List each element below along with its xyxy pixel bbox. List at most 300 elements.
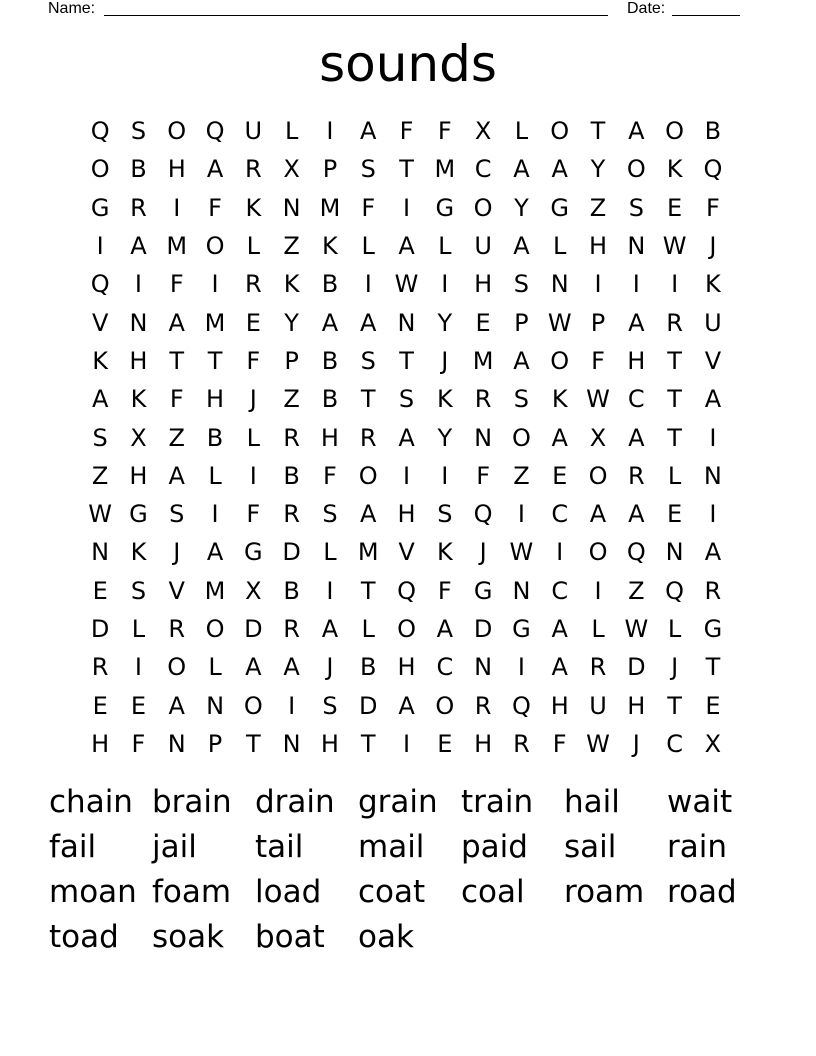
grid-letter: A: [436, 615, 454, 643]
grid-letter: F: [169, 270, 184, 299]
grid-letter: O: [550, 117, 570, 146]
grid-letter: H: [206, 385, 225, 414]
grid-letter: Y: [437, 423, 453, 452]
word-list-item: grain: [358, 784, 438, 820]
grid-letter: S: [513, 385, 530, 414]
grid-letter: H: [588, 232, 608, 261]
grid-letter: S: [513, 270, 530, 299]
grid-letter: X: [589, 423, 607, 452]
grid-letter: P: [590, 308, 606, 337]
grid-letter: H: [129, 346, 148, 375]
grid-letter: Q: [665, 576, 685, 605]
grid-letter: O: [205, 615, 225, 643]
grid-letter: B: [321, 385, 339, 414]
grid-letter: S: [360, 346, 376, 375]
grid-letter: H: [320, 423, 339, 452]
grid-letter: E: [245, 308, 261, 337]
grid-letter: E: [437, 729, 453, 758]
grid-letter: N: [474, 423, 493, 452]
word-list-item: jail: [152, 829, 197, 865]
grid-letter: A: [704, 538, 722, 567]
grid-letter: W: [586, 385, 610, 414]
grid-letter: L: [131, 615, 146, 643]
grid-letter: M: [166, 232, 188, 261]
word-list-item: coal: [461, 874, 525, 910]
grid-letter: R: [130, 193, 147, 222]
grid-letter: Z: [91, 461, 109, 490]
grid-letter: A: [398, 691, 415, 720]
grid-letter: E: [667, 193, 683, 222]
grid-letter: G: [90, 193, 110, 222]
grid-letter: T: [705, 653, 721, 682]
grid-letter: D: [244, 615, 263, 643]
grid-letter: S: [169, 500, 185, 529]
grid-letter: A: [245, 653, 262, 682]
grid-letter: S: [360, 155, 376, 184]
grid-letter: H: [474, 270, 493, 299]
grid-letter: F: [437, 117, 452, 146]
grid-letter: S: [322, 691, 338, 720]
grid-letter: M: [204, 576, 226, 605]
grid-letter: O: [90, 155, 110, 184]
grid-letter: G: [550, 193, 570, 222]
grid-letter: F: [323, 461, 337, 490]
grid-letter: C: [551, 500, 569, 529]
grid-letter: R: [474, 385, 492, 414]
grid-letter: S: [130, 117, 147, 146]
grid-letter: I: [326, 576, 334, 605]
grid-letter: N: [167, 729, 186, 758]
grid-letter: V: [704, 346, 722, 375]
grid-letter: R: [666, 308, 683, 337]
grid-letter: F: [361, 193, 376, 222]
grid-letter: A: [628, 117, 645, 146]
grid-letter: L: [208, 653, 222, 682]
grid-letter: I: [211, 500, 219, 529]
grid-letter: D: [90, 615, 110, 643]
grid-letter: Y: [590, 155, 606, 184]
grid-letter: Z: [283, 385, 300, 414]
grid-letter: F: [246, 500, 261, 529]
grid-letter: Y: [437, 308, 453, 337]
grid-letter: I: [173, 193, 181, 222]
grid-letter: E: [475, 308, 491, 337]
grid-letter: L: [553, 232, 567, 261]
grid-letter: O: [665, 117, 685, 146]
grid-letter: W: [394, 270, 419, 299]
grid-letter: Q: [511, 691, 531, 720]
grid-letter: R: [244, 155, 262, 184]
grid-letter: A: [513, 232, 530, 261]
grid-letter: P: [514, 308, 529, 337]
grid-letter: V: [91, 308, 109, 337]
grid-letter: A: [551, 615, 568, 643]
grid-letter: F: [552, 729, 567, 758]
grid-letter: F: [399, 117, 414, 146]
grid-letter: R: [283, 615, 300, 643]
grid-letter: T: [360, 576, 376, 605]
grid-letter: N: [665, 538, 684, 567]
grid-letter: N: [703, 461, 722, 490]
grid-letter: U: [474, 232, 492, 261]
grid-letter: A: [704, 385, 722, 414]
grid-letter: X: [130, 423, 147, 452]
grid-letter: I: [402, 729, 411, 758]
grid-letter: I: [709, 500, 717, 529]
grid-letter: E: [667, 500, 683, 529]
date-label: Date:: [627, 0, 666, 17]
word-list-item: paid: [461, 829, 528, 865]
grid-letter: I: [134, 653, 142, 682]
word-list-item: soak: [152, 919, 225, 955]
word-list-item: boat: [255, 919, 325, 955]
grid-letter: J: [709, 232, 717, 261]
grid-letter: V: [168, 576, 185, 605]
grid-letter: Q: [397, 576, 416, 605]
grid-letter: L: [667, 461, 682, 490]
word-list-item: rain: [667, 829, 728, 865]
grid-letter: D: [473, 615, 493, 643]
grid-letter: Q: [90, 270, 110, 299]
grid-letter: W: [662, 232, 687, 261]
grid-letter: H: [129, 461, 148, 490]
grid-letter: K: [130, 385, 147, 414]
grid-letter: I: [364, 270, 372, 299]
word-list-item: wait: [667, 784, 733, 820]
grid-letter: I: [96, 232, 104, 261]
grid-letter: I: [671, 270, 679, 299]
grid-letter: A: [628, 500, 645, 529]
grid-letter: J: [671, 653, 679, 682]
grid-letter: S: [628, 193, 644, 222]
grid-letter: F: [131, 729, 146, 758]
grid-letter: B: [130, 155, 147, 184]
grid-letter: H: [91, 729, 110, 758]
grid-letter: Q: [703, 155, 723, 184]
grid-letter: A: [398, 423, 415, 452]
grid-letter: C: [551, 576, 569, 605]
grid-letter: R: [283, 423, 300, 452]
grid-letter: P: [284, 346, 299, 375]
letter-grid: [81, 112, 732, 763]
grid-letter: P: [207, 729, 223, 758]
page-title: sounds: [319, 35, 497, 93]
grid-letter: G: [473, 576, 493, 605]
name-label: Name:: [48, 0, 96, 17]
grid-letter: R: [704, 576, 722, 605]
grid-letter: J: [326, 653, 334, 682]
grid-letter: J: [632, 729, 640, 758]
grid-letter: K: [666, 155, 683, 184]
grid-letter: I: [288, 691, 296, 720]
grid-letter: K: [245, 193, 262, 222]
word-list-item: roam: [564, 874, 645, 910]
grid-letter: F: [705, 193, 720, 222]
grid-letter: E: [705, 691, 721, 720]
grid-letter: A: [360, 308, 377, 337]
grid-letter: L: [438, 232, 452, 261]
grid-letter: O: [473, 193, 493, 222]
word-list-item: tail: [255, 829, 304, 865]
grid-letter: Z: [628, 576, 645, 605]
grid-letter: W: [88, 500, 113, 529]
grid-letter: A: [589, 500, 607, 529]
grid-letter: M: [357, 538, 379, 567]
grid-letter: O: [588, 461, 608, 490]
grid-letter: Q: [205, 117, 225, 146]
grid-letter: W: [624, 615, 649, 643]
grid-letter: I: [211, 270, 219, 299]
grid-letter: B: [206, 423, 224, 452]
grid-letter: H: [320, 729, 339, 758]
grid-letter: M: [319, 193, 341, 222]
grid-letter: T: [667, 423, 682, 452]
grid-letter: U: [244, 117, 263, 146]
grid-letter: T: [399, 155, 414, 184]
grid-letter: F: [476, 461, 491, 490]
grid-letter: X: [474, 117, 492, 146]
grid-letter: K: [130, 538, 147, 567]
grid-letter: H: [397, 653, 416, 682]
grid-letter: T: [207, 346, 223, 375]
grid-letter: K: [436, 538, 453, 567]
grid-letter: J: [479, 538, 487, 567]
grid-letter: Q: [473, 500, 493, 529]
grid-letter: L: [246, 423, 261, 452]
grid-letter: G: [244, 538, 263, 567]
grid-letter: Z: [589, 193, 607, 222]
grid-letter: H: [550, 691, 569, 720]
grid-letter: O: [626, 155, 646, 184]
grid-letter: P: [322, 155, 338, 184]
grid-letter: R: [627, 461, 645, 490]
grid-letter: O: [167, 117, 187, 146]
grid-letter: R: [474, 691, 492, 720]
grid-letter: C: [666, 729, 683, 758]
grid-letter: A: [168, 308, 185, 337]
grid-letter: U: [589, 691, 607, 720]
grid-letter: O: [511, 423, 531, 452]
word-list-item: toad: [49, 919, 119, 955]
word-list-item: oak: [358, 919, 414, 955]
grid-letter: I: [441, 461, 449, 490]
word-list-item: load: [255, 874, 322, 910]
grid-letter: K: [551, 385, 568, 414]
grid-letter: K: [283, 270, 300, 299]
grid-letter: C: [474, 155, 492, 184]
word-list: [49, 780, 770, 960]
grid-letter: L: [246, 232, 261, 261]
grid-letter: M: [434, 155, 456, 184]
grid-letter: A: [168, 691, 185, 720]
grid-letter: A: [283, 653, 300, 682]
grid-letter: O: [358, 461, 378, 490]
grid-letter: D: [282, 538, 301, 567]
grid-letter: A: [130, 232, 147, 261]
word-list-item: hail: [564, 784, 620, 820]
grid-letter: Y: [284, 308, 299, 337]
grid-letter: J: [441, 346, 449, 375]
grid-letter: T: [667, 385, 682, 414]
grid-letter: D: [358, 691, 378, 720]
grid-letter: B: [359, 653, 377, 682]
grid-letter: T: [360, 729, 376, 758]
grid-letter: J: [173, 538, 181, 567]
grid-letter: S: [437, 500, 453, 529]
grid-letter: R: [91, 653, 109, 682]
word-list-item: moan: [49, 874, 137, 910]
grid-letter: O: [435, 691, 455, 720]
grid-letter: I: [594, 576, 602, 605]
grid-letter: H: [397, 500, 416, 529]
grid-letter: N: [282, 193, 301, 222]
grid-letter: C: [436, 653, 454, 682]
grid-letter: N: [206, 691, 225, 720]
grid-letter: F: [169, 385, 184, 414]
grid-letter: I: [517, 653, 525, 682]
grid-letter: H: [167, 155, 186, 184]
grid-letter: O: [167, 653, 187, 682]
grid-letter: E: [92, 576, 108, 605]
grid-letter: N: [91, 538, 110, 567]
grid-letter: V: [398, 538, 415, 567]
word-list-item: mail: [358, 829, 425, 865]
grid-letter: A: [551, 423, 568, 452]
grid-letter: C: [627, 385, 645, 414]
grid-letter: B: [321, 346, 339, 375]
grid-letter: N: [474, 653, 493, 682]
date-blank-line: [672, 15, 740, 16]
grid-letter: M: [204, 308, 226, 337]
grid-letter: L: [361, 615, 375, 643]
grid-letter: F: [246, 346, 261, 375]
grid-letter: G: [435, 193, 455, 222]
grid-letter: A: [168, 461, 185, 490]
grid-letter: Z: [283, 232, 300, 261]
grid-letter: E: [552, 461, 568, 490]
grid-letter: M: [472, 346, 494, 375]
grid-letter: E: [92, 691, 108, 720]
grid-letter: N: [627, 232, 646, 261]
grid-letter: S: [398, 385, 415, 414]
grid-letter: L: [514, 117, 529, 146]
grid-letter: O: [243, 691, 263, 720]
word-list-item: train: [461, 784, 534, 820]
grid-letter: A: [360, 117, 377, 146]
grid-letter: T: [667, 346, 682, 375]
grid-letter: N: [550, 270, 569, 299]
grid-letter: N: [282, 729, 301, 758]
grid-letter: E: [130, 691, 147, 720]
grid-letter: L: [284, 117, 299, 146]
word-list-item: road: [667, 874, 737, 910]
grid-letter: I: [594, 270, 602, 299]
grid-letter: O: [588, 538, 608, 567]
grid-letter: W: [509, 538, 534, 567]
grid-letter: N: [512, 576, 531, 605]
grid-letter: A: [321, 308, 339, 337]
grid-letter: R: [283, 500, 300, 529]
grid-letter: Q: [90, 117, 110, 146]
grid-letter: X: [704, 729, 722, 758]
grid-letter: X: [245, 576, 262, 605]
grid-letter: I: [402, 193, 411, 222]
grid-letter: W: [586, 729, 610, 758]
grid-letter: R: [589, 653, 607, 682]
grid-letter: L: [361, 232, 375, 261]
grid-letter: R: [513, 729, 530, 758]
grid-letter: I: [709, 423, 717, 452]
grid-letter: S: [130, 576, 147, 605]
grid-letter: A: [398, 232, 415, 261]
grid-letter: G: [703, 615, 723, 643]
grid-letter: R: [244, 270, 262, 299]
grid-letter: J: [249, 385, 257, 414]
word-list-item: brain: [152, 784, 232, 820]
grid-letter: L: [323, 538, 337, 567]
grid-letter: G: [512, 615, 531, 643]
grid-letter: Q: [626, 538, 646, 567]
grid-letter: I: [402, 461, 411, 490]
grid-letter: T: [590, 117, 606, 146]
grid-letter: O: [397, 615, 416, 643]
grid-letter: T: [169, 346, 185, 375]
grid-letter: N: [129, 308, 148, 337]
grid-letter: B: [704, 117, 722, 146]
grid-letter: I: [632, 270, 640, 299]
grid-letter: A: [91, 385, 109, 414]
grid-letter: K: [436, 385, 453, 414]
grid-letter: O: [550, 346, 570, 375]
grid-letter: H: [474, 729, 493, 758]
grid-letter: S: [322, 500, 338, 529]
grid-letter: T: [667, 691, 682, 720]
grid-letter: N: [397, 308, 416, 337]
grid-letter: L: [208, 461, 222, 490]
word-list-item: chain: [49, 784, 133, 820]
grid-letter: A: [628, 423, 645, 452]
grid-letter: X: [283, 155, 300, 184]
grid-letter: A: [206, 538, 224, 567]
grid-letter: B: [283, 576, 300, 605]
grid-letter: I: [517, 500, 525, 529]
grid-letter: D: [627, 653, 646, 682]
grid-letter: A: [321, 615, 339, 643]
grid-letter: Y: [514, 193, 529, 222]
grid-letter: A: [513, 155, 530, 184]
grid-letter: S: [92, 423, 108, 452]
grid-letter: A: [206, 155, 224, 184]
grid-letter: T: [399, 346, 414, 375]
grid-letter: L: [591, 615, 605, 643]
word-list-item: foam: [152, 874, 232, 910]
grid-letter: F: [591, 346, 605, 375]
grid-letter: I: [134, 270, 142, 299]
grid-letter: B: [283, 461, 300, 490]
grid-letter: K: [92, 346, 109, 375]
word-list-item: sail: [564, 829, 617, 865]
word-list-item: drain: [255, 784, 335, 820]
grid-letter: Z: [168, 423, 185, 452]
word-list-item: fail: [49, 829, 97, 865]
grid-letter: R: [359, 423, 377, 452]
word-list-item: coat: [358, 874, 426, 910]
grid-letter: K: [705, 270, 721, 299]
grid-letter: Z: [513, 461, 530, 490]
grid-letter: A: [360, 500, 377, 529]
grid-letter: G: [129, 500, 148, 529]
grid-letter: K: [322, 232, 338, 261]
